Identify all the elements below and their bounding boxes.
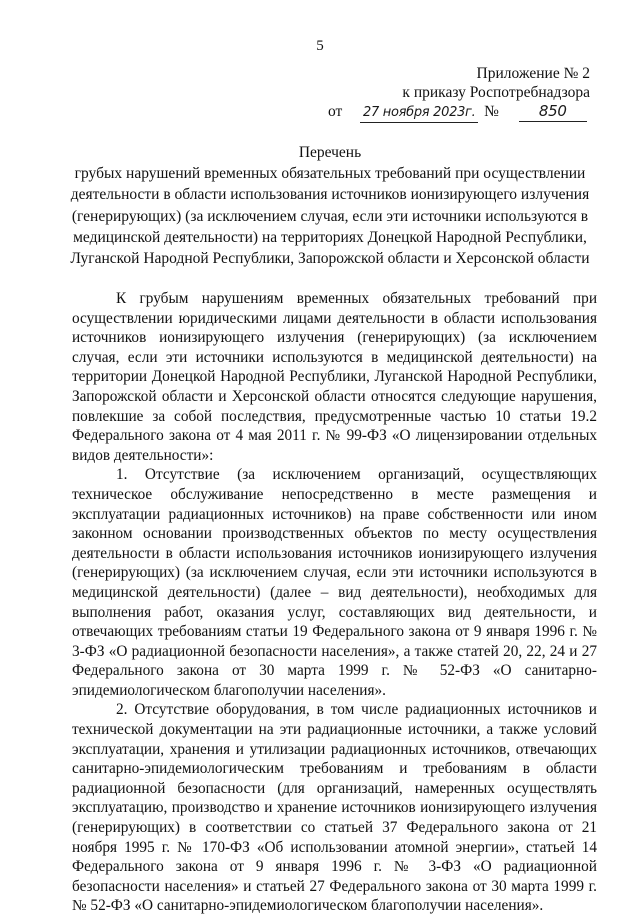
item-2-paragraph: 2. Отсутствие оборудования, в том числе радиационных источников и технической документации на эти радиационные источники, а также условий эксплуатации, хранения и утилизации радиационных источников, отвечающих санитарно-эпидемиологическим требованиям и требованиям в области радиационной безопасности (для организаций, намеренных осуществлять эксплуатацию, производство и хранение источников ионизирующего излучения (генерирующих) в соответствии со статьей 37 Федерального закона от 21 ноября 1995 г. № 170-ФЗ «Об использовании атомной энергии», статьей 14 Федерального закона от 9 января 1996 г. № 3-ФЗ «О радиационной безопасности населения» и статьей 27 Федерального закона от 30 марта 1999 г. № 52-ФЗ «О санитарно-эпидемиологическом благополучии населения».	[72, 701, 597, 915]
handwritten-date: 27 ноября 2023г.	[360, 103, 478, 123]
page-number: 5	[316, 38, 324, 54]
title-subtitle: грубых нарушений временных обязательных требований при осуществлении деятельности в области использования источников ионизирующего излучения (генерирующих) (за исключением случая, если эти источники используются в медицинской деятельности) на территориях Донецкой Народной Республики, Луганской Народной Республики, Запорожской области и Херсонской области	[70, 165, 590, 268]
appendix-order-line: к приказу Роспотребнадзора	[402, 84, 590, 101]
from-label: от	[328, 103, 343, 120]
document-body	[72, 289, 597, 916]
handwritten-number: 850	[519, 102, 587, 122]
appendix-line: Приложение № 2	[476, 65, 590, 82]
title-heading: Перечень	[298, 144, 362, 161]
appendix-date-line	[328, 102, 590, 123]
appendix-header	[328, 64, 590, 123]
document-title	[60, 142, 600, 269]
item-1-paragraph: 1. Отсутствие (за исключением организаций, осуществляющих техническое обслуживание непосредственно в месте размещения и эксплуатации радиационных источников) на праве собственности или ином законном основании производственных объектов по месту осуществления деятельности в области использования источников ионизирующего излучения (генерирующих) (за исключением случая, если эти источники используются в медицинской деятельности) (далее – вид деятельности), необходимых для выполнения работ, оказания услуг, составляющих вид деятельности, и отвечающих требованиям статьи 19 Федерального закона от 9 января 1996 г. № 3-ФЗ «О радиационной безопасности населения», а также статей 20, 22, 24 и 27 Федерального закона от 30 марта 1999 г. № 52-ФЗ «О санитарно-эпидемиологическом благополучии населения».	[72, 466, 597, 699]
number-label: №	[484, 103, 499, 120]
intro-paragraph: К грубым нарушениям временных обязательных требований при осуществлении юридическими лицами деятельности в области использования источников ионизирующего излучения (генерирующих) (за исключением случая, если эти источники используются в медицинской деятельности) на территории Донецкой Народной Республики, Луганской Народной Республики, Запорожской области и Херсонской области относятся следующие нарушения, повлекшие за собой последствия, предусмотренные частью 10 статьи 19.2 Федерального закона от 4 мая 2011 г. № 99-ФЗ «О лицензировании отдельных видов деятельности»:	[72, 290, 597, 464]
